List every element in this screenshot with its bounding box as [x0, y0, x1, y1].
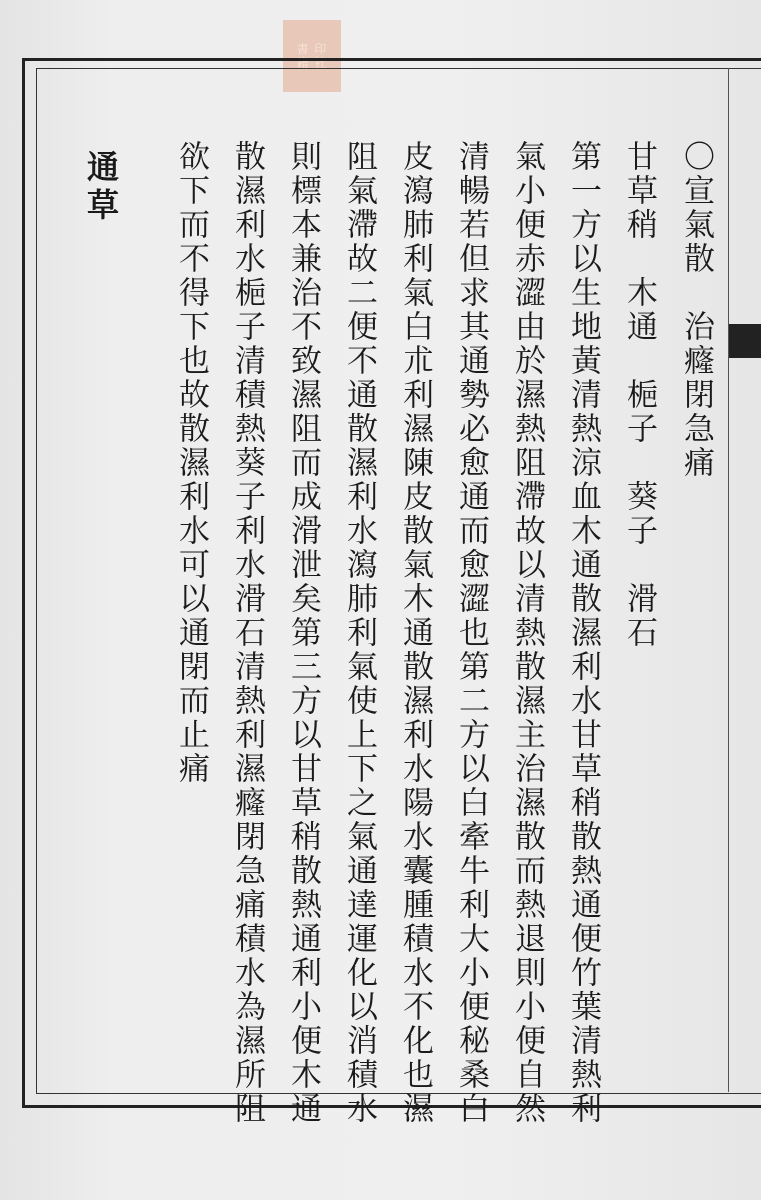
ingredients-column: 甘草稍 木通 梔子 葵子 滑石	[621, 140, 657, 650]
body-column-7: 散濕利水梔子清積熱葵子利水滑石清熱利濕癃閉急痛積水為濕所阻	[229, 140, 265, 1126]
margin-title: 通草	[82, 150, 120, 226]
body-column-8: 欲下而不得下也故散濕利水可以通閉而止痛	[173, 140, 209, 786]
body-column-5: 阻氣滯故二便不通散濕利水瀉肺利氣使上下之氣通達運化以消積水	[341, 140, 377, 1126]
body-column-4: 皮瀉肺利氣白朮利濕陳皮散氣木通散濕利水陽水囊腫積水不化也濕	[397, 140, 433, 1126]
seal-text: 書 印 籍 社	[296, 42, 328, 70]
body-column-2: 氣小便赤澀由於濕熱阻滯故以清熱散濕主治濕散而熱退則小便自然	[509, 140, 545, 1126]
body-column-3: 清暢若但求其通勢必愈通而愈澀也第二方以白牽牛利大小便秘桑白	[453, 140, 489, 1126]
fishtail-mark	[729, 324, 761, 358]
heading-column: 〇宣氣散 治癃閉急痛	[678, 140, 714, 480]
fold-line	[728, 68, 729, 1092]
body-column-6: 則標本兼治不致濕阻而成滑泄矣第三方以甘草稍散熱通利小便木通	[285, 140, 321, 1126]
body-column-1: 第一方以生地黃清熱涼血木通散濕利水甘草稍散熱通便竹葉清熱利	[565, 140, 601, 1126]
